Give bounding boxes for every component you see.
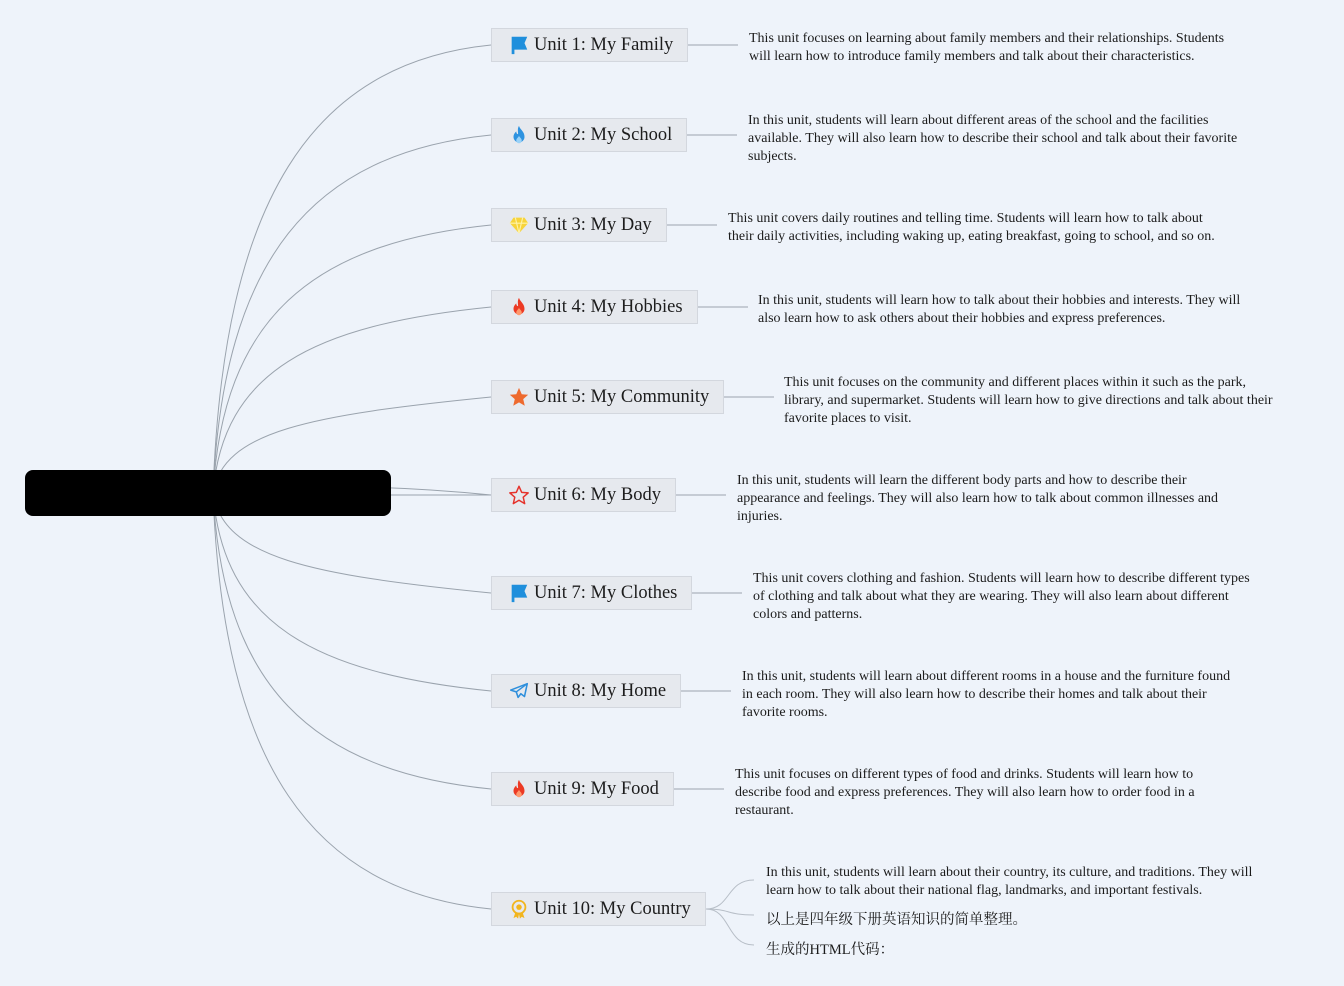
unit-title: Unit 7: My Clothes [534,582,678,603]
unit-node-8[interactable] [491,674,681,708]
extra-note-1: 以上是四年级下册英语知识的简单整理。 [766,912,1027,928]
root-node[interactable] [25,470,391,516]
unit-description-9: This unit focuses on different types of food and drinks. Students will learn how to describe food and express preferences. They will also learn how to order food in a restaurant. [735,767,1195,818]
yellow-gem-icon [508,214,530,236]
unit-node-5[interactable] [491,380,724,414]
unit-title: Unit 9: My Food [534,778,659,799]
unit-title: Unit 6: My Body [534,484,661,505]
branch-line-4 [213,307,491,493]
medal-icon [508,898,530,920]
branch-line-1 [213,45,491,493]
red-outline-star-icon [508,484,530,506]
unit-title: Unit 4: My Hobbies [534,296,683,317]
unit-node-9[interactable] [491,772,674,806]
unit-node-1[interactable] [491,28,688,62]
branch-line-3 [213,225,491,493]
unit-node-4[interactable] [491,290,698,324]
unit-title: Unit 3: My Day [534,214,652,235]
unit-description-10: In this unit, students will learn about their country, its culture, and traditions. They will learn how to talk about their national flag, landmarks, and important festivals. [766,865,1253,898]
blue-flag-icon [508,34,530,56]
red-flame-icon [508,778,530,800]
unit-title: Unit 8: My Home [534,680,667,701]
unit-node-7[interactable] [491,576,692,610]
unit-description-8: In this unit, students will learn about different rooms in a house and the furniture found in each room. They will also learn how to describe their homes and talk about their favorite rooms. [742,669,1231,720]
unit-node-3[interactable] [491,208,667,242]
unit-description-6: In this unit, students will learn the different body parts and how to describe their appearance and feelings. They will also learn how to talk about common illnesses and injuries. [737,473,1219,524]
unit-description-7: This unit covers clothing and fashion. Students will learn how to describe different types of clothing and talk about what they are wearing. They will also learn about different colors and patterns. [753,571,1250,622]
unit-description-2: In this unit, students will learn about different areas of the school and the facilities available. They will also learn how to describe their school and talk about their favorite subjects. [748,113,1238,164]
blue-flame-icon [508,124,530,146]
blue-flag-icon [508,582,530,604]
unit-node-6[interactable] [491,478,676,512]
unit-description-5: This unit focuses on the community and different places within it such as the park, library, and supermarket. Students will learn how to give directions and talk about their favorite places to visit. [784,375,1273,426]
paper-plane-icon [508,680,530,702]
red-flame-icon [508,296,530,318]
branch-line-2 [213,135,491,493]
unit-node-10[interactable] [491,892,706,926]
unit-description-4: In this unit, students will learn how to talk about their hobbies and interests. They will also learn how to ask others about their hobbies and express preferences. [758,293,1241,326]
unit-title: Unit 2: My School [534,124,673,145]
orange-star-icon [508,386,530,408]
note-connector-1 [706,880,754,909]
unit-node-2[interactable] [491,118,687,152]
branch-line-9 [213,493,491,789]
unit-description-1: This unit focuses on learning about family members and their relationships. Students will learn how to introduce family members and talk about their characteristics. [749,31,1225,64]
unit-title: Unit 5: My Community [534,386,710,407]
unit-description-3: This unit covers daily routines and telling time. Students will learn how to talk about their daily activities, including waking up, eating breakfast, going to school, and so on. [728,211,1215,244]
branch-line-10 [213,493,491,909]
unit-title: Unit 10: My Country [534,898,691,919]
extra-note-2: 生成的HTML代码： [766,942,895,958]
unit-title: Unit 1: My Family [534,34,674,55]
